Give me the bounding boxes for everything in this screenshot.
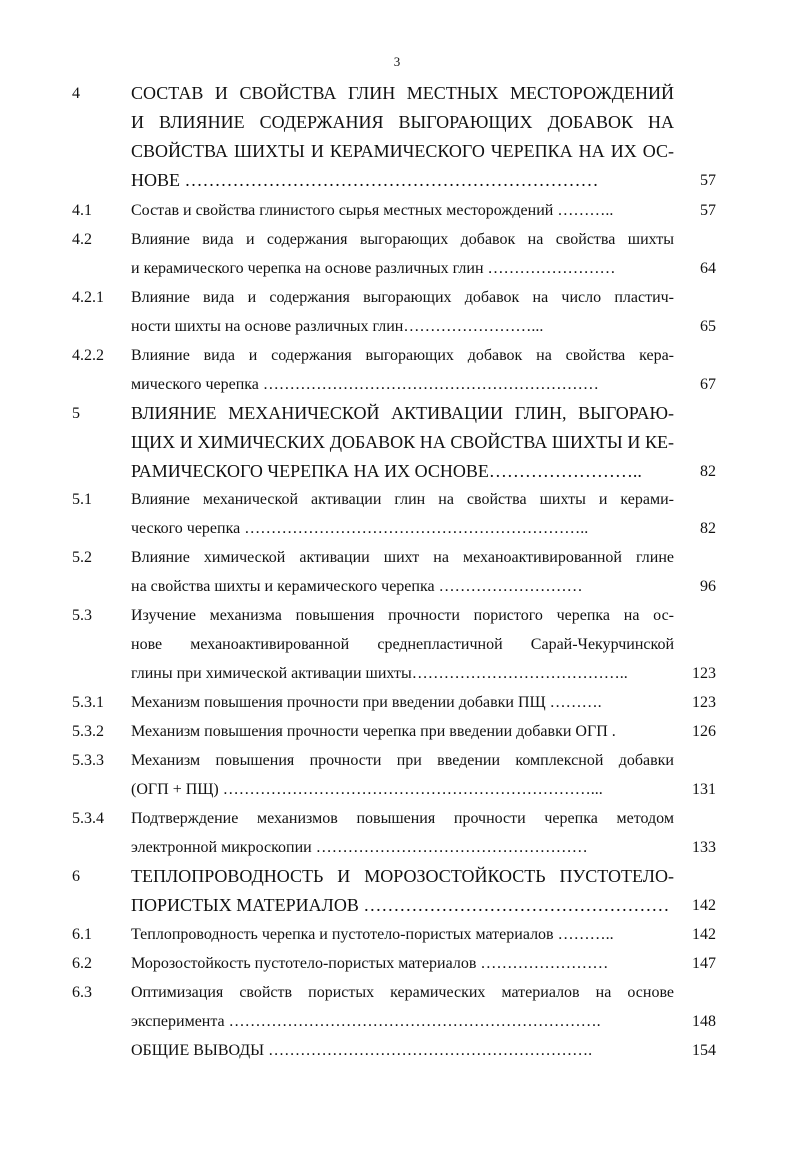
toc-title-line: ТЕПЛОПРОВОДНОСТЬ И МОРОЗОСТОЙКОСТЬ ПУСТОТЕЛО- bbox=[131, 866, 674, 886]
toc-title-line: Изучение механизма повышения прочности пористого черепка на ос- bbox=[131, 607, 674, 624]
toc-entry-title bbox=[131, 949, 674, 978]
toc-title-line: И ВЛИЯНИЕ СОДЕРЖАНИЯ ВЫГОРАЮЩИХ ДОБАВОК НА bbox=[131, 112, 674, 132]
toc-title-line: Оптимизация свойств пористых керамических материалов на основе bbox=[131, 984, 674, 1001]
toc-entry-number: 4.2 bbox=[72, 231, 92, 248]
toc-entry-title bbox=[131, 283, 674, 341]
toc-title-line: ЩИХ И ХИМИЧЕСКИХ ДОБАВОК НА СВОЙСТВА ШИХТЫ И КЕ- bbox=[131, 432, 674, 452]
toc-title-line: (ОГП + ПЩ) ……………………………………………………………... bbox=[131, 781, 603, 798]
toc-title-line: РАМИЧЕСКОГО ЧЕРЕПКА НА ИХ ОСНОВЕ…………………….. bbox=[131, 461, 642, 481]
toc-entry-number: 5.2 bbox=[72, 549, 92, 566]
toc-entry-title bbox=[131, 79, 674, 195]
toc-entry-title bbox=[131, 746, 674, 804]
toc-title-line: Механизм повышения прочности при введении комплексной добавки bbox=[131, 752, 674, 769]
toc-entry-number: 5.3.2 bbox=[72, 723, 104, 740]
toc-entry-title bbox=[131, 543, 674, 601]
toc-entry-page: 65 bbox=[700, 318, 716, 335]
toc-entry-number: 6 bbox=[72, 868, 80, 885]
toc-entry-title bbox=[131, 225, 674, 283]
toc-title-line: Влияние вида и содержания выгорающих добавок на свойства шихты bbox=[131, 231, 674, 248]
toc-entry-title bbox=[131, 804, 674, 862]
toc-title-line: ВЛИЯНИЕ МЕХАНИЧЕСКОЙ АКТИВАЦИИ ГЛИН, ВЫГОРАЮ- bbox=[131, 403, 674, 423]
toc-entry-title bbox=[131, 601, 674, 688]
toc-title-line: СВОЙСТВА ШИХТЫ И КЕРАМИЧЕСКОГО ЧЕРЕПКА НА ИХ ОС- bbox=[131, 141, 674, 161]
toc-entry-page: 96 bbox=[700, 578, 716, 595]
toc-entry-title bbox=[131, 341, 674, 399]
toc-title-line: Состав и свойства глинистого сырья местных месторождений ……….. bbox=[131, 202, 614, 219]
toc-entry-number: 4.2.1 bbox=[72, 289, 104, 306]
page-number: 3 bbox=[393, 54, 401, 69]
toc-entry-page: 148 bbox=[692, 1013, 716, 1030]
toc-entry-number: 5 bbox=[72, 405, 80, 422]
toc-entry-page: 57 bbox=[700, 172, 716, 189]
toc-entry-title bbox=[131, 862, 674, 920]
toc-entry-number: 5.3.3 bbox=[72, 752, 104, 769]
toc-entry-title bbox=[131, 717, 674, 746]
toc-entry-page: 64 bbox=[700, 260, 716, 277]
toc-title-line: Теплопроводность черепка и пустотело-пористых материалов ……….. bbox=[131, 926, 614, 943]
toc-entry-page: 82 bbox=[700, 520, 716, 537]
toc-entry-number: 5.3 bbox=[72, 607, 92, 624]
toc-entry-page: 142 bbox=[692, 926, 716, 943]
toc-title-line: глины при химической активации шихты………………………………….. bbox=[131, 665, 628, 682]
toc-entry-title bbox=[131, 920, 674, 949]
toc-entry-page: 67 bbox=[700, 376, 716, 393]
toc-entry-page: 147 bbox=[692, 955, 716, 972]
toc-entry-page: 131 bbox=[692, 781, 716, 798]
toc-title-line: Подтверждение механизмов повышения прочности черепка методом bbox=[131, 810, 674, 827]
toc-entry-number: 5.3.1 bbox=[72, 694, 104, 711]
toc-title-line: нове механоактивированной среднепластичной Сарай-Чекурчинской bbox=[131, 636, 674, 653]
toc-entry-number: 5.3.4 bbox=[72, 810, 104, 827]
toc-entry-title bbox=[131, 688, 674, 717]
toc-entry-page: 133 bbox=[692, 839, 716, 856]
toc-title-line: эксперимента ……………………………………………………………. bbox=[131, 1013, 601, 1030]
toc-title-line: Механизм повышения прочности черепка при введении добавки ОГП . bbox=[131, 723, 616, 740]
toc-entry-number: 6.1 bbox=[72, 926, 92, 943]
toc-title-line: ческого черепка ……………………………………………………….. bbox=[131, 520, 589, 537]
toc-title-line: Влияние механической активации глин на свойства шихты и керами- bbox=[131, 491, 674, 508]
toc-title-line: Влияние вида и содержания выгорающих добавок на свойства кера- bbox=[131, 347, 674, 364]
toc-title-line: электронной микроскопии …………………………………………… bbox=[131, 839, 588, 856]
toc-entry-number: 6.3 bbox=[72, 984, 92, 1001]
toc-entry-title bbox=[131, 399, 674, 486]
toc-entry-page: 123 bbox=[692, 694, 716, 711]
toc-title-line: Механизм повышения прочности при введении добавки ПЩ ………. bbox=[131, 694, 602, 711]
toc-title-line: Влияние вида и содержания выгорающих добавок на число пластич- bbox=[131, 289, 674, 306]
toc-title-line: Влияние химической активации шихт на механоактивированной глине bbox=[131, 549, 674, 566]
toc-entry-title bbox=[131, 196, 674, 225]
toc-title-line: и керамического черепка на основе различных глин …………………… bbox=[131, 260, 616, 277]
toc-entry-number: 4.2.2 bbox=[72, 347, 104, 364]
toc-entry-title bbox=[131, 485, 674, 543]
toc-entry-number: 5.1 bbox=[72, 491, 92, 508]
toc-entry-title bbox=[131, 978, 674, 1036]
toc-entry-page: 154 bbox=[692, 1042, 716, 1059]
toc-title-line: мического черепка ……………………………………………………… bbox=[131, 376, 599, 393]
toc-entry-number: 4.1 bbox=[72, 202, 92, 219]
toc-title-line: ности шихты на основе различных глин……………………... bbox=[131, 318, 544, 335]
toc-entry-page: 142 bbox=[692, 897, 716, 914]
toc-title-line: Морозостойкость пустотело-пористых материалов …………………… bbox=[131, 955, 609, 972]
toc-entry-page: 57 bbox=[700, 202, 716, 219]
toc-title-line: ОБЩИЕ ВЫВОДЫ ……………………………………………………. bbox=[131, 1042, 593, 1059]
toc-entry-title bbox=[131, 1036, 674, 1065]
toc-title-line: НОВЕ …………………………………………………………… bbox=[131, 170, 599, 190]
toc-title-line: ПОРИСТЫХ МАТЕРИАЛОВ …………………………………………… bbox=[131, 895, 670, 915]
toc-entry-number: 4 bbox=[72, 85, 80, 102]
toc-title-line: СОСТАВ И СВОЙСТВА ГЛИН МЕСТНЫХ МЕСТОРОЖДЕНИЙ bbox=[131, 83, 674, 103]
toc-entry-page: 123 bbox=[692, 665, 716, 682]
toc-entry-page: 82 bbox=[700, 463, 716, 480]
toc-entry-page: 126 bbox=[692, 723, 716, 740]
toc-entry-number: 6.2 bbox=[72, 955, 92, 972]
toc-title-line: на свойства шихты и керамического черепка ……………………… bbox=[131, 578, 583, 595]
